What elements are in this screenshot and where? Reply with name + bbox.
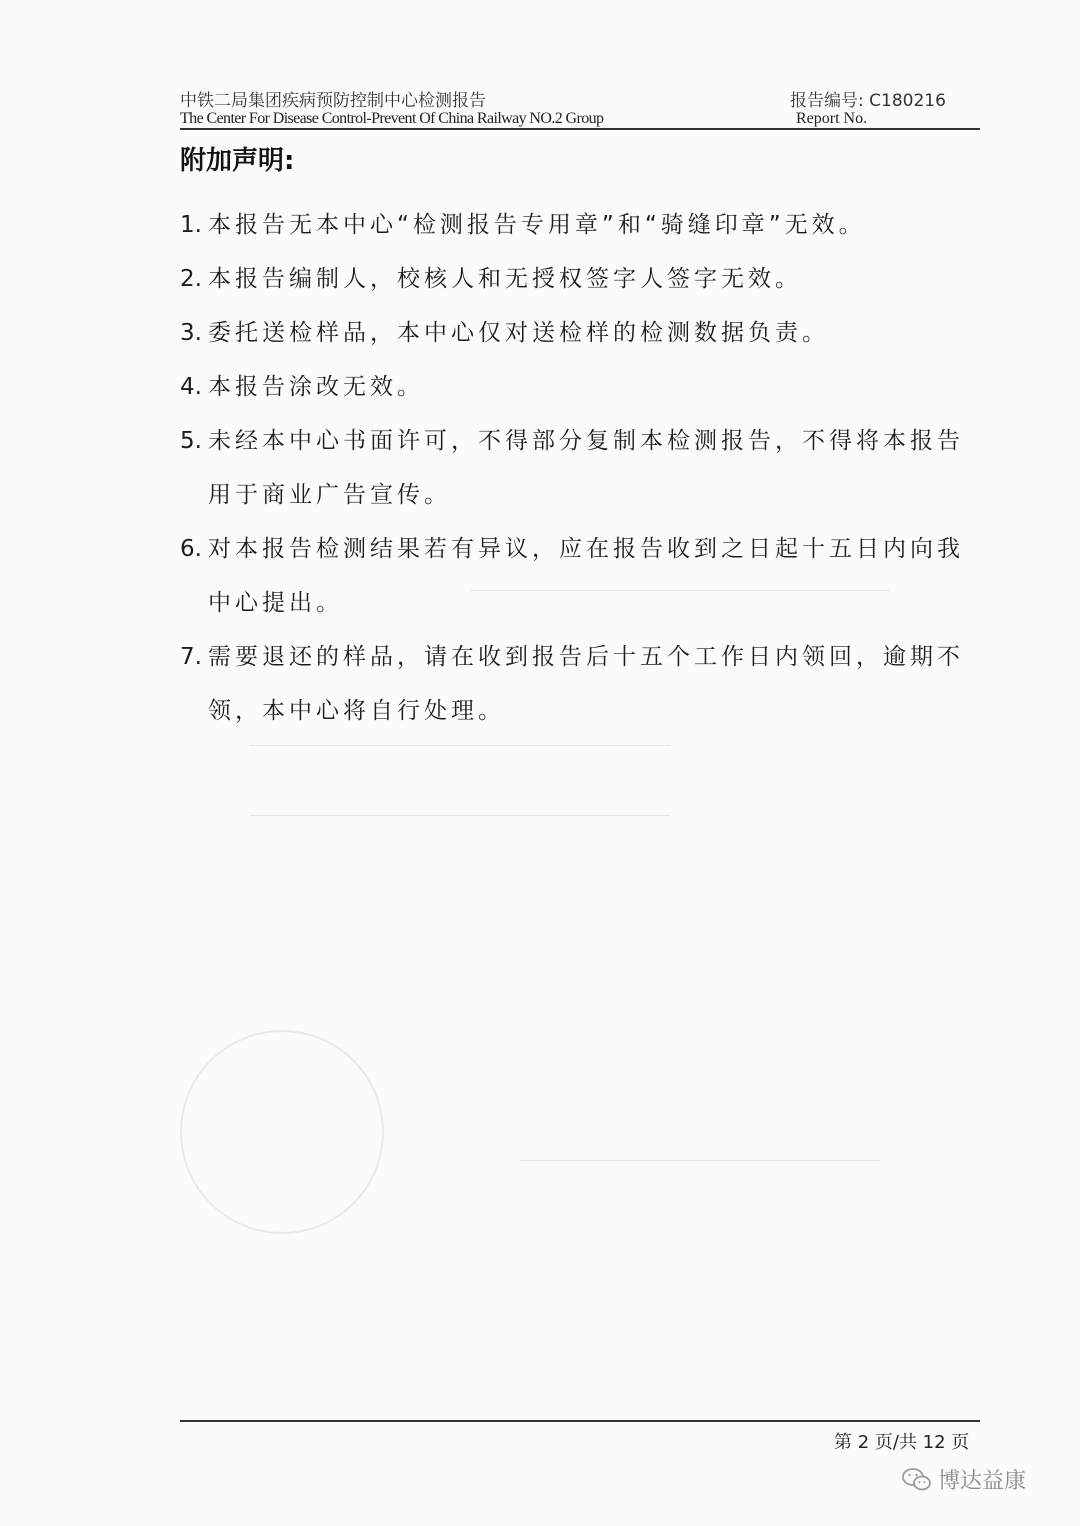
notice-item-text: 未经本中心书面许可，不得部分复制本检测报告，不得将本报告用于商业广告宣传。 [208, 428, 964, 508]
notice-item-number: 5. [180, 428, 202, 454]
notice-item-number: 2. [180, 266, 202, 292]
notice-item [180, 522, 970, 630]
notice-item-number: 3. [180, 320, 202, 346]
bleed-through-line [250, 745, 670, 746]
footer-rule [180, 1420, 980, 1422]
notice-title: 附加声明: [180, 146, 295, 176]
notice-item-number: 7. [180, 644, 202, 670]
report-number: 报告编号: C180216 [790, 91, 946, 111]
header-rule [180, 128, 980, 130]
notice-item [180, 414, 970, 522]
notice-item-number: 4. [180, 374, 202, 400]
notice-item-text: 委托送检样品，本中心仅对送检样的检测数据负责。 [208, 320, 829, 346]
bleed-through-line [250, 815, 670, 816]
notice-list [180, 198, 970, 738]
brand-watermark [902, 1464, 1026, 1495]
notice-item-text: 本报告无本中心“检测报告专用章”和“骑缝印章”无效。 [208, 212, 866, 238]
header-org-cn: 中铁二局集团疾病预防控制中心检测报告 [180, 91, 486, 111]
wechat-icon [902, 1467, 932, 1493]
notice-item-text: 本报告涂改无效。 [208, 374, 424, 400]
bleed-through-text [560, 150, 580, 185]
page-number: 第 2 页/共 12 页 [834, 1432, 970, 1453]
notice-item-text: 对本报告检测结果若有异议，应在报告收到之日起十五日内向我中心提出。 [208, 536, 964, 616]
bleed-through-line [520, 1160, 880, 1161]
notice-item [180, 198, 970, 252]
notice-item [180, 630, 970, 738]
report-number-en: Report No. [796, 110, 868, 127]
notice-item-number: 1. [180, 212, 202, 238]
brand-name: 博达益康 [938, 1469, 1027, 1494]
notice-item [180, 360, 970, 414]
notice-item [180, 306, 970, 360]
header-org-en: The Center For Disease Control-Prevent Of China Railway NO.2 Group [180, 110, 604, 127]
notice-item-text: 本报告编制人，校核人和无授权签字人签字无效。 [208, 266, 802, 292]
notice-item [180, 252, 970, 306]
bleed-through-seal [180, 1030, 384, 1234]
notice-item-text: 需要退还的样品，请在收到报告后十五个工作日内领回，逾期不领，本中心将自行处理。 [208, 644, 964, 724]
notice-item-number: 6. [180, 536, 202, 562]
